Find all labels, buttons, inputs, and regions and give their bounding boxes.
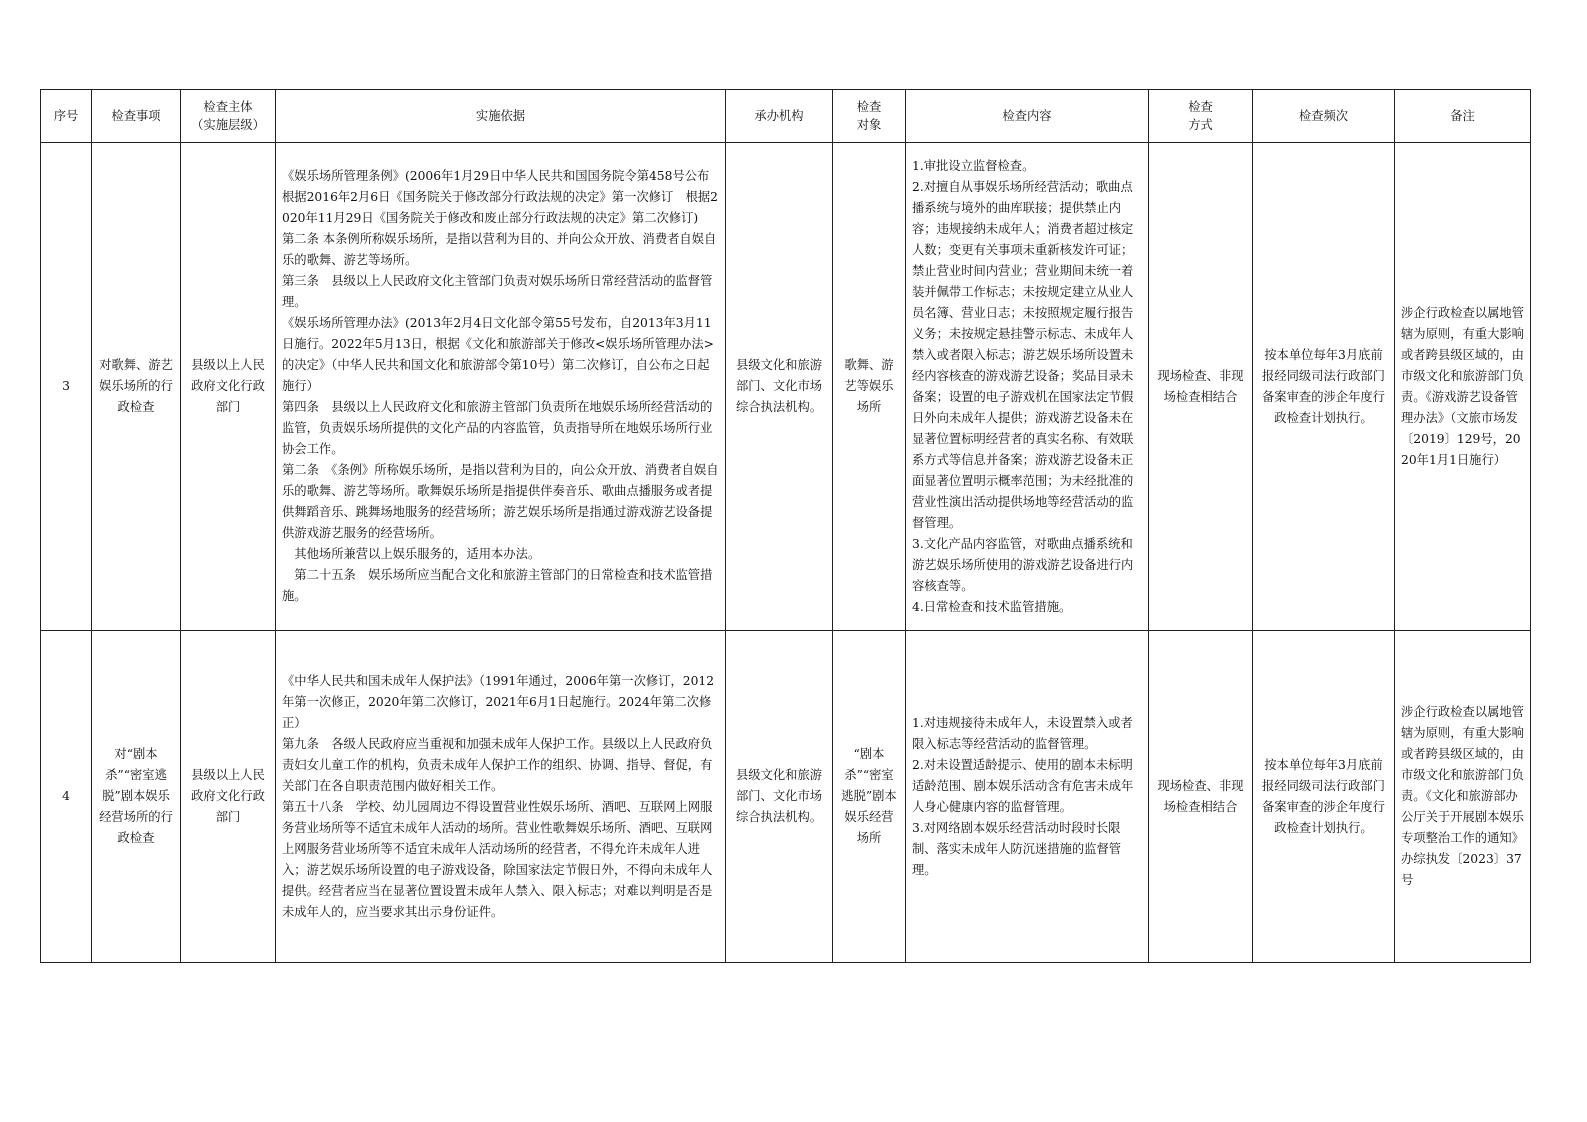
header-method-line2: 方式 [1188,118,1213,132]
row-remark: 涉企行政检查以属地管辖为原则，有重大影响或者跨县级区域的，由市级文化和旅游部门负责。《游戏游艺设备管理办法》（文旅市场发〔2019〕129号，2020年1月1日施行） [1395,143,1531,631]
row-frequency: 按本单位每年3月底前报经同级司法行政部门备案审查的涉企年度行政检查计划执行。 [1253,143,1395,631]
row-frequency: 按本单位每年3月底前报经同级司法行政部门备案审查的涉企年度行政检查计划执行。 [1253,631,1395,963]
header-remark: 备注 [1395,90,1531,143]
row-object: “剧本杀”“密室逃脱”剧本娱乐经营场所 [833,631,906,963]
header-frequency: 检查频次 [1253,90,1395,143]
row-item: 对“剧本杀”“密室逃脱”剧本娱乐经营场所的行政检查 [92,631,181,963]
basis-paragraph: 第二条 本条例所称娱乐场所，是指以营利为目的、并向公众开放、消费者自娱自乐的歌舞、游艺等场所。 [282,232,717,267]
row-subject: 县级以上人民政府文化行政部门 [181,631,276,963]
row-org: 县级文化和旅游部门、文化市场综合执法机构。 [726,143,833,631]
basis-paragraph: 第九条 各级人民政府应当重视和加强未成年人保护工作。县级以上人民政府负责妇女儿童工作的机构，负责未成年人保护工作的组织、协调、指导、督促，有关部门在各自职责范围内做好相关工作。 [282,736,713,793]
content-item: 4.日常检查和技术监管措施。 [912,599,1072,614]
table-row [41,631,1531,963]
header-object [833,90,906,143]
inspection-table [40,89,1531,963]
basis-paragraph: 《娱乐场所管理办法》(2013年2月4日文化部令第55号发布，自2013年3月11日施行。2022年5月13日，根据《文化和旅游部关于修改<娱乐场所管理办法>的决定》（中华人民共和国文化和旅游部令第10号）第二次修订，自公布之日起施行） [282,316,714,393]
row-basis [276,631,726,963]
header-method-line1: 检查 [1188,100,1213,114]
table-row [41,143,1531,631]
header-basis: 实施依据 [276,90,726,143]
header-method [1149,90,1253,143]
content-item: 2.对擅自从事娱乐场所经营活动；歌曲点播系统与境外的曲库联接；提供禁止内容；违规接纳未成年人；消费者超过核定人数；变更有关事项未重新核发许可证；禁止营业时间内营业；营业期间未统一着装并佩带工作标志；未按规定建立从业人员名簿、营业日志；未按照规定履行报告义务；未按规定悬挂警示标志、未成年人禁入或者限入标志；游艺娱乐场所设置未经内容核查的游戏游艺设备；奖品目录未备案；设置的电子游戏机在国家法定节假日外向未成年人提供；游戏游艺设备未在显著位置标明经营者的真实名称、有效联系方式等信息并备案；游戏游艺设备未正面显著位置明示概率范围；为未经批准的营业性演出活动提供场地等经营活动的监督管理。 [912,179,1134,530]
header-object-line1: 检查 [856,100,882,114]
content-item: 1.对违规接待未成年人，未设置禁入或者限入标志等经营活动的监督管理。 [912,715,1133,751]
row-item: 对歌舞、游艺娱乐场所的行政检查 [92,143,181,631]
row-subject: 县级以上人民政府文化行政部门 [181,143,276,631]
basis-paragraph: 第三条 县级以上人民政府文化主管部门负责对娱乐场所日常经营活动的监督管理。 [282,274,713,309]
basis-paragraph: 《中华人民共和国未成年人保护法》（1991年通过，2006年第一次修订，2012年第一次修正，2020年第二次修订，2021年6月1日起施行。2024年第二次修正） [282,673,715,730]
row-content [906,143,1149,631]
basis-paragraph: 第五十八条 学校、幼儿园周边不得设置营业性娱乐场所、酒吧、互联网上网服务营业场所等不适宜未成年人活动的场所。营业性歌舞娱乐场所、酒吧、互联网上网服务营业场所等不适宜未成年人活动场所的经营者，不得允许未成年人进入；游艺娱乐场所设置的电子游戏设备，除国家法定节假日外，不得向未成年人提供。经营者应当在显著位置设置未成年人禁入、限入标志；对难以判明是否是未成年人的，应当要求其出示身份证件。 [282,799,713,919]
row-object: 歌舞、游艺等娱乐场所 [833,143,906,631]
content-item: 1.审批设立监督检查。 [912,158,1035,173]
basis-paragraph: 其他场所兼营以上娱乐服务的，适用本办法。 [294,547,541,561]
row-no: 4 [41,631,92,963]
basis-paragraph: 第四条 县级以上人民政府文化和旅游主管部门负责所在地娱乐场所经营活动的监管，负责娱乐场所提供的文化产品的内容监管，负责指导所在地娱乐场所行业协会工作。 [282,400,713,456]
content-item: 3.对网络剧本娱乐经营活动时段时长限制、落实未成年人防沉迷措施的监督管理。 [912,820,1122,877]
header-subject [181,90,276,143]
header-item: 检查事项 [92,90,181,143]
header-no: 序号 [41,90,92,143]
basis-paragraph: 第二条 《条例》所称娱乐场所，是指以营利为目的，向公众开放、消费者自娱自乐的歌舞、游艺等场所。歌舞娱乐场所是指提供伴奏音乐、歌曲点播服务或者提供舞蹈音乐、跳舞场地服务的经营场所；游艺娱乐场所是指通过游戏游艺设备提供游戏游艺服务的经营场所。 [282,463,719,540]
header-org: 承办机构 [726,90,833,143]
basis-paragraph: 第二十五条 娱乐场所应当配合文化和旅游主管部门的日常检查和技术监管措施。 [282,568,713,603]
header-object-line2: 对象 [856,118,882,132]
row-no: 3 [41,143,92,631]
header-subject-line2: （实施层级） [191,118,265,132]
row-method: 现场检查、非现场检查相结合 [1149,143,1253,631]
row-org: 县级文化和旅游部门、文化市场综合执法机构。 [726,631,833,963]
header-subject-line1: 检查主体 [203,100,253,114]
row-method: 现场检查、非现场检查相结合 [1149,631,1253,963]
header-content: 检查内容 [906,90,1149,143]
row-content [906,631,1149,963]
content-item: 3.文化产品内容监管，对歌曲点播系统和游艺娱乐场所使用的游戏游艺设备进行内容核查等。 [912,536,1134,593]
header-row [41,90,1531,143]
row-remark: 涉企行政检查以属地管辖为原则，有重大影响或者跨县级区域的，由市级文化和旅游部门负责。《文化和旅游部办公厅关于开展剧本娱乐专项整治工作的通知》办综执发〔2023〕37号 [1395,631,1531,963]
row-basis [276,143,726,631]
basis-paragraph: 《娱乐场所管理条例》(2006年1月29日中华人民共和国国务院令第458号公布 根据2016年2月6日《国务院关于修改部分行政法规的决定》第一次修订 根据2020年11月29日《国务院关于修改和废止部分行政法规的决定》第二次修订) [282,169,722,225]
content-item: 2.对未设置适龄提示、使用的剧本未标明适龄范围、剧本娱乐活动含有危害未成年人身心健康内容的监督管理。 [912,757,1134,814]
